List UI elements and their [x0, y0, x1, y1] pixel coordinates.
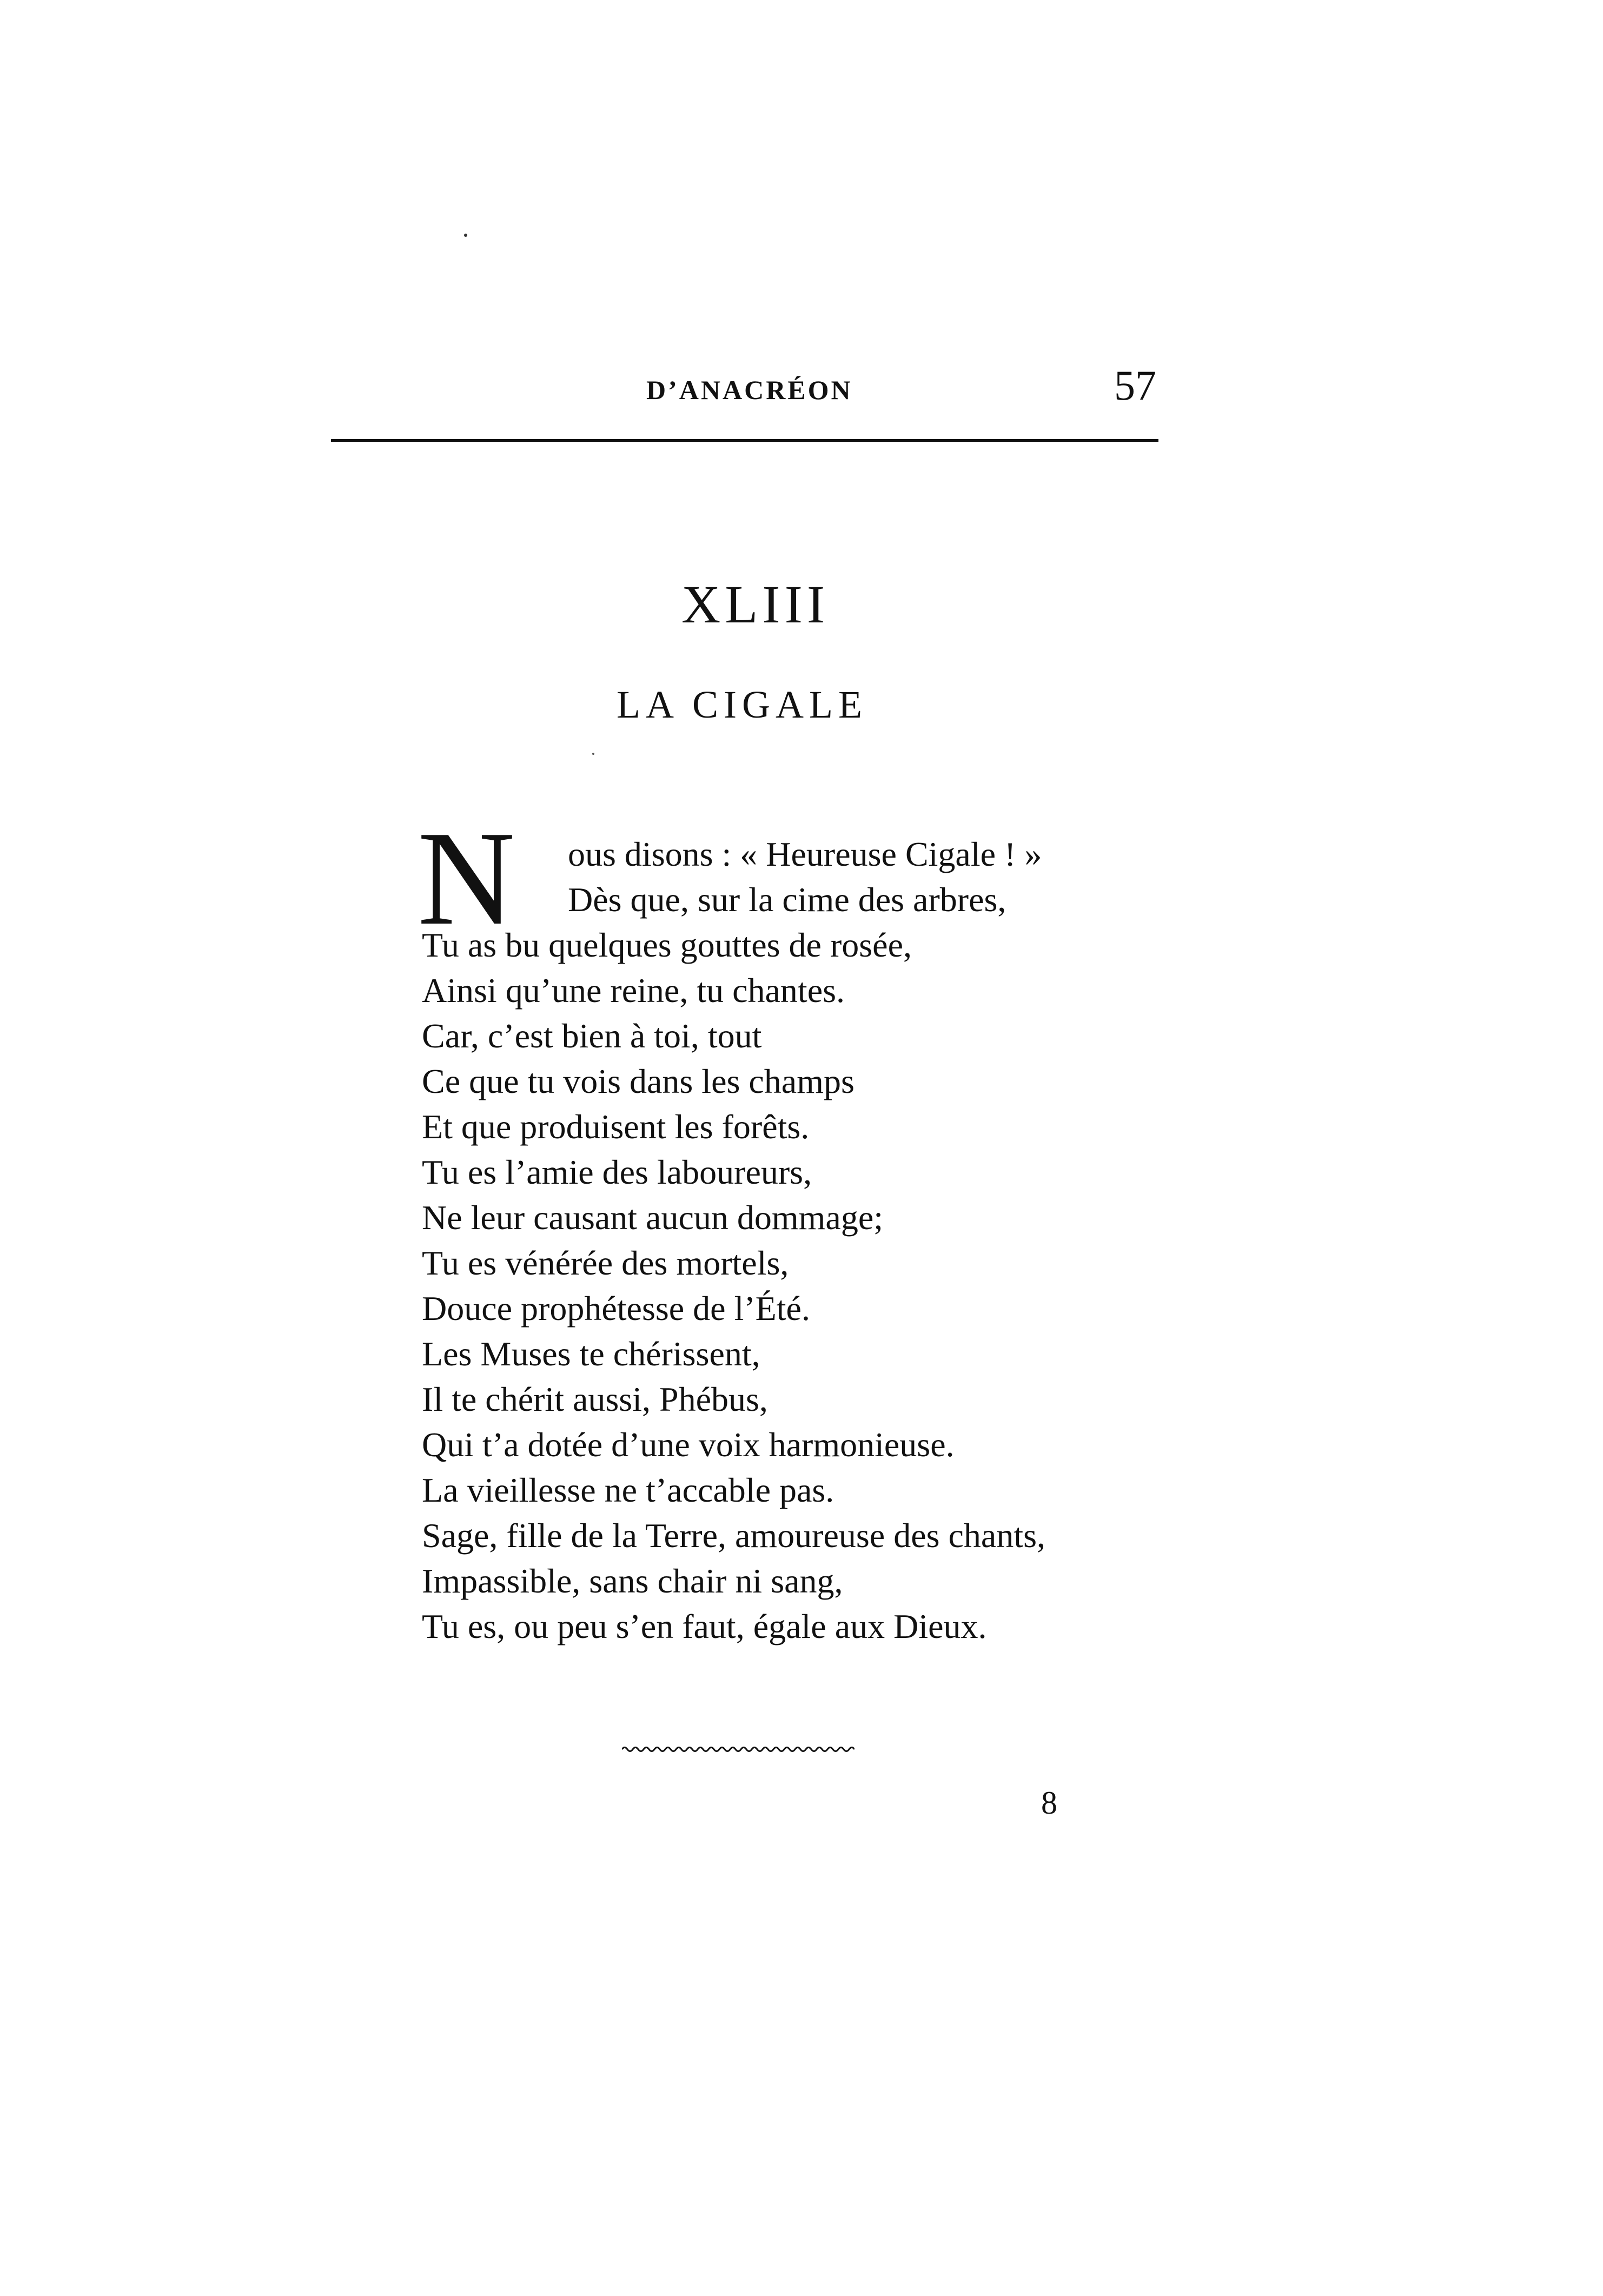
poem-title: LA CIGALE [617, 683, 867, 726]
verse-line-4: Ainsi qu’une reine, tu chantes. [422, 971, 845, 1010]
running-head-title: D’ANACRÉON [646, 375, 853, 405]
verse-line-1: ous disons : « Heureuse Cigale ! » [568, 835, 1042, 873]
wavy-ornament-rule [622, 1746, 855, 1753]
verse-line-6: Ce que tu vois dans les champs [422, 1062, 855, 1100]
verse-line-17: Impassible, sans chair ni sang, [422, 1562, 843, 1600]
verse-line-5: Car, c’est bien à toi, tout [422, 1017, 762, 1055]
drop-cap: N [418, 804, 515, 953]
verse-line-15: La vieillesse ne t’accable pas. [422, 1471, 834, 1509]
verse-line-14: Qui t’a dotée d’une voix harmonieuse. [422, 1425, 955, 1464]
verse-line-3: Tu as bu quelques gouttes de rosée, [422, 926, 912, 964]
verse-line-2: Dès que, sur la cime des arbres, [568, 880, 1006, 919]
print-speck-small [592, 753, 594, 755]
verse-line-9: Ne leur causant aucun dommage; [422, 1198, 883, 1237]
print-speck [464, 234, 467, 237]
verse-line-13: Il te chérit aussi, Phébus, [422, 1380, 768, 1418]
verse-line-18: Tu es, ou peu s’en faut, égale aux Dieux. [422, 1607, 987, 1645]
verse-line-11: Douce prophétesse de l’Été. [422, 1289, 810, 1328]
signature-mark: 8 [1041, 1785, 1057, 1821]
verse-line-8: Tu es l’amie des laboureurs, [422, 1153, 812, 1191]
header-rule [331, 439, 1158, 442]
verse-line-12: Les Muses te chérissent, [422, 1335, 760, 1373]
verse-line-7: Et que produisent les forêts. [422, 1107, 810, 1146]
verse-line-16: Sage, fille de la Terre, amoureuse des chants, [422, 1516, 1045, 1555]
page-number: 57 [1114, 362, 1156, 409]
verse-line-10: Tu es vénérée des mortels, [422, 1244, 789, 1282]
poem-number: XLIII [681, 574, 830, 634]
